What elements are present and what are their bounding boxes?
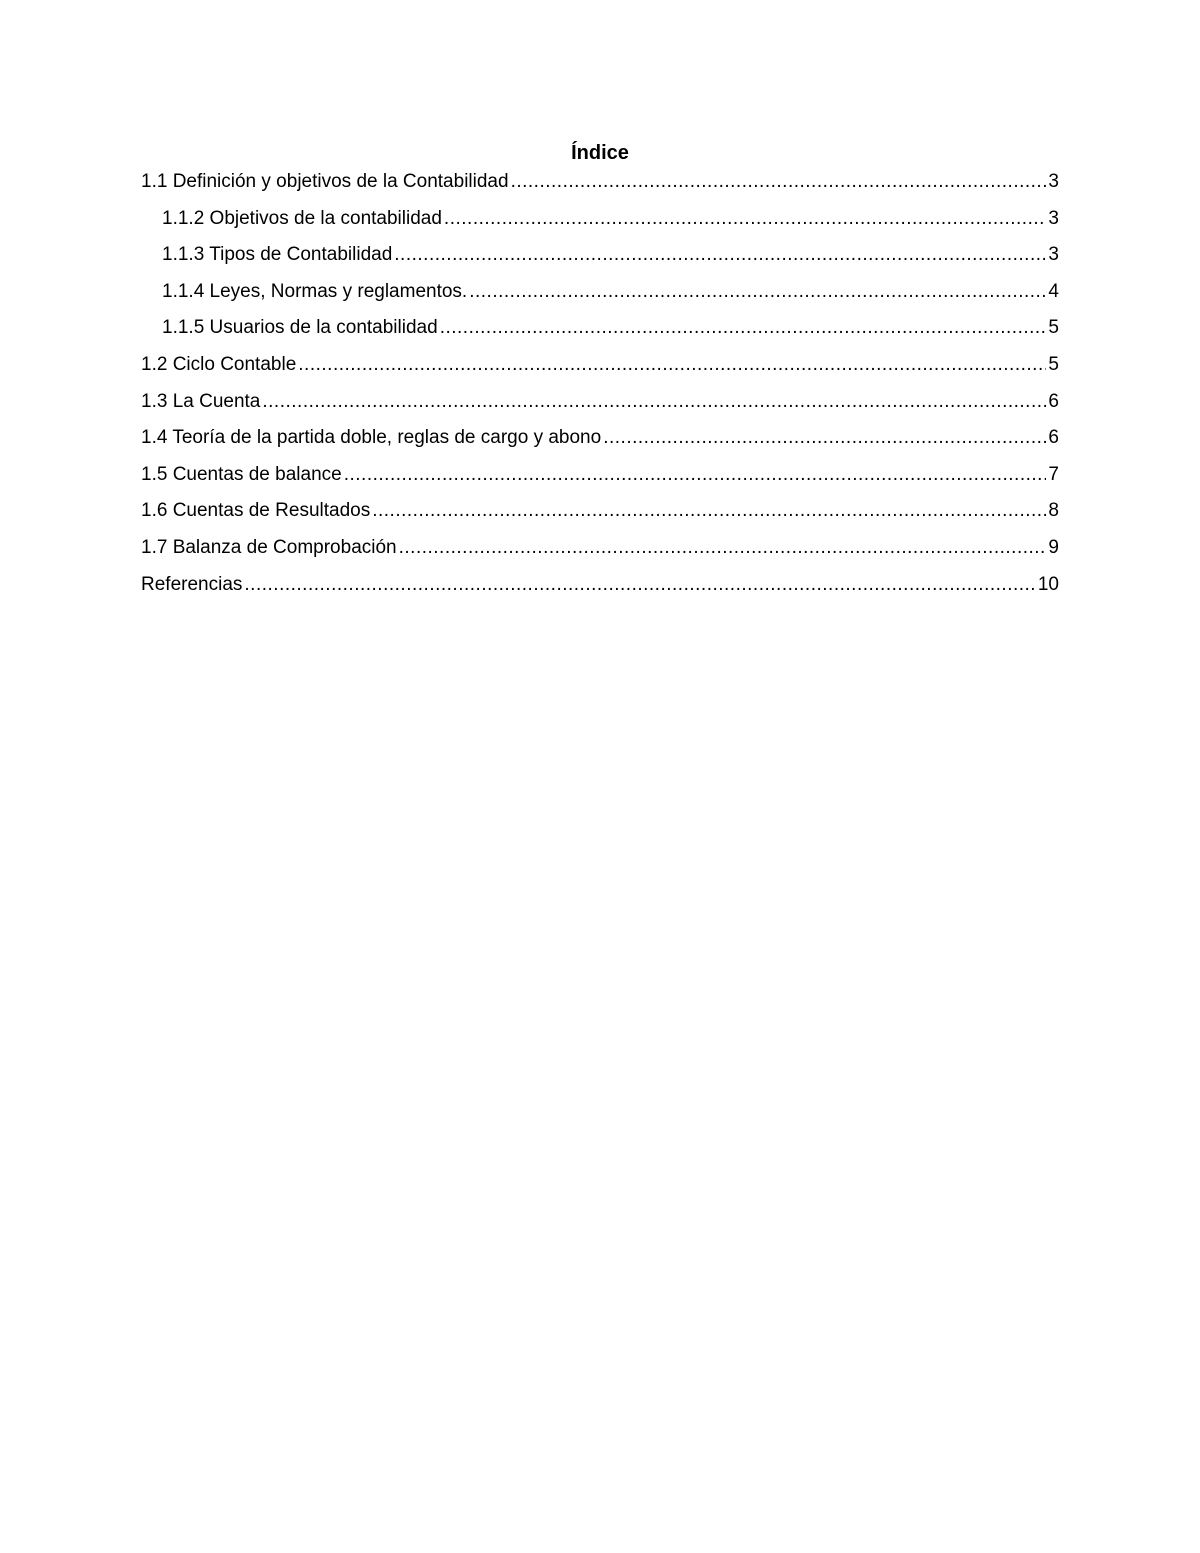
toc-entry[interactable]	[141, 388, 1059, 416]
toc-page-number: 7	[1048, 463, 1059, 485]
table-of-contents	[141, 168, 1059, 607]
toc-entry[interactable]	[141, 241, 1059, 269]
toc-page-number: 5	[1048, 353, 1059, 375]
toc-page-number: 5	[1048, 317, 1059, 339]
toc-dot-leader	[372, 497, 1046, 525]
toc-entry-text: 1.7 Balanza de Comprobación	[141, 536, 397, 558]
toc-entry[interactable]	[141, 424, 1059, 452]
toc-entry[interactable]	[141, 497, 1059, 525]
toc-entry[interactable]	[141, 571, 1059, 599]
toc-dot-leader	[244, 571, 1035, 599]
toc-dot-leader	[262, 388, 1046, 416]
toc-dot-leader	[440, 314, 1047, 342]
toc-entry[interactable]	[141, 351, 1059, 379]
toc-entry-text: 1.5 Cuentas de balance	[141, 463, 342, 485]
toc-dot-leader	[394, 241, 1046, 269]
toc-dot-leader	[511, 168, 1047, 196]
toc-page-number: 6	[1048, 390, 1059, 412]
toc-dot-leader	[603, 424, 1046, 452]
toc-entry[interactable]	[141, 314, 1059, 342]
toc-page-number: 3	[1048, 207, 1059, 229]
toc-entry-text: 1.2 Ciclo Contable	[141, 353, 297, 375]
toc-entry-text: Referencias	[141, 573, 243, 595]
toc-page-number: 8	[1048, 500, 1059, 522]
toc-page-number: 3	[1048, 244, 1059, 266]
toc-entry-text: 1.1 Definición y objetivos de la Contabilidad	[141, 171, 509, 192]
toc-dot-leader	[444, 205, 1047, 233]
toc-entry-text: 1.1.4 Leyes, Normas y reglamentos.	[162, 280, 468, 302]
toc-entry[interactable]	[141, 534, 1059, 562]
toc-entry[interactable]	[141, 168, 1059, 196]
toc-page-number: 6	[1048, 427, 1059, 449]
toc-page-number: 4	[1048, 280, 1059, 302]
toc-entry-text: 1.1.3 Tipos de Contabilidad	[162, 244, 393, 266]
toc-dot-leader	[298, 351, 1046, 379]
toc-entry-text: 1.4 Teoría de la partida doble, reglas de cargo y abono	[141, 427, 602, 449]
toc-title: Índice	[571, 142, 629, 164]
toc-page-number: 3	[1048, 171, 1059, 192]
toc-entry-text: 1.6 Cuentas de Resultados	[141, 500, 371, 522]
toc-dot-leader	[469, 278, 1046, 306]
toc-entry[interactable]	[141, 205, 1059, 233]
toc-dot-leader	[399, 534, 1047, 562]
toc-dot-leader	[344, 461, 1047, 489]
toc-entry-text: 1.3 La Cuenta	[141, 390, 261, 412]
toc-entry[interactable]	[141, 461, 1059, 489]
toc-entry-text: 1.1.5 Usuarios de la contabilidad	[162, 317, 438, 339]
toc-page-number: 9	[1048, 536, 1059, 558]
toc-entry[interactable]	[141, 278, 1059, 306]
toc-entry-text: 1.1.2 Objetivos de la contabilidad	[162, 207, 442, 229]
toc-page-number: 10	[1037, 573, 1059, 595]
